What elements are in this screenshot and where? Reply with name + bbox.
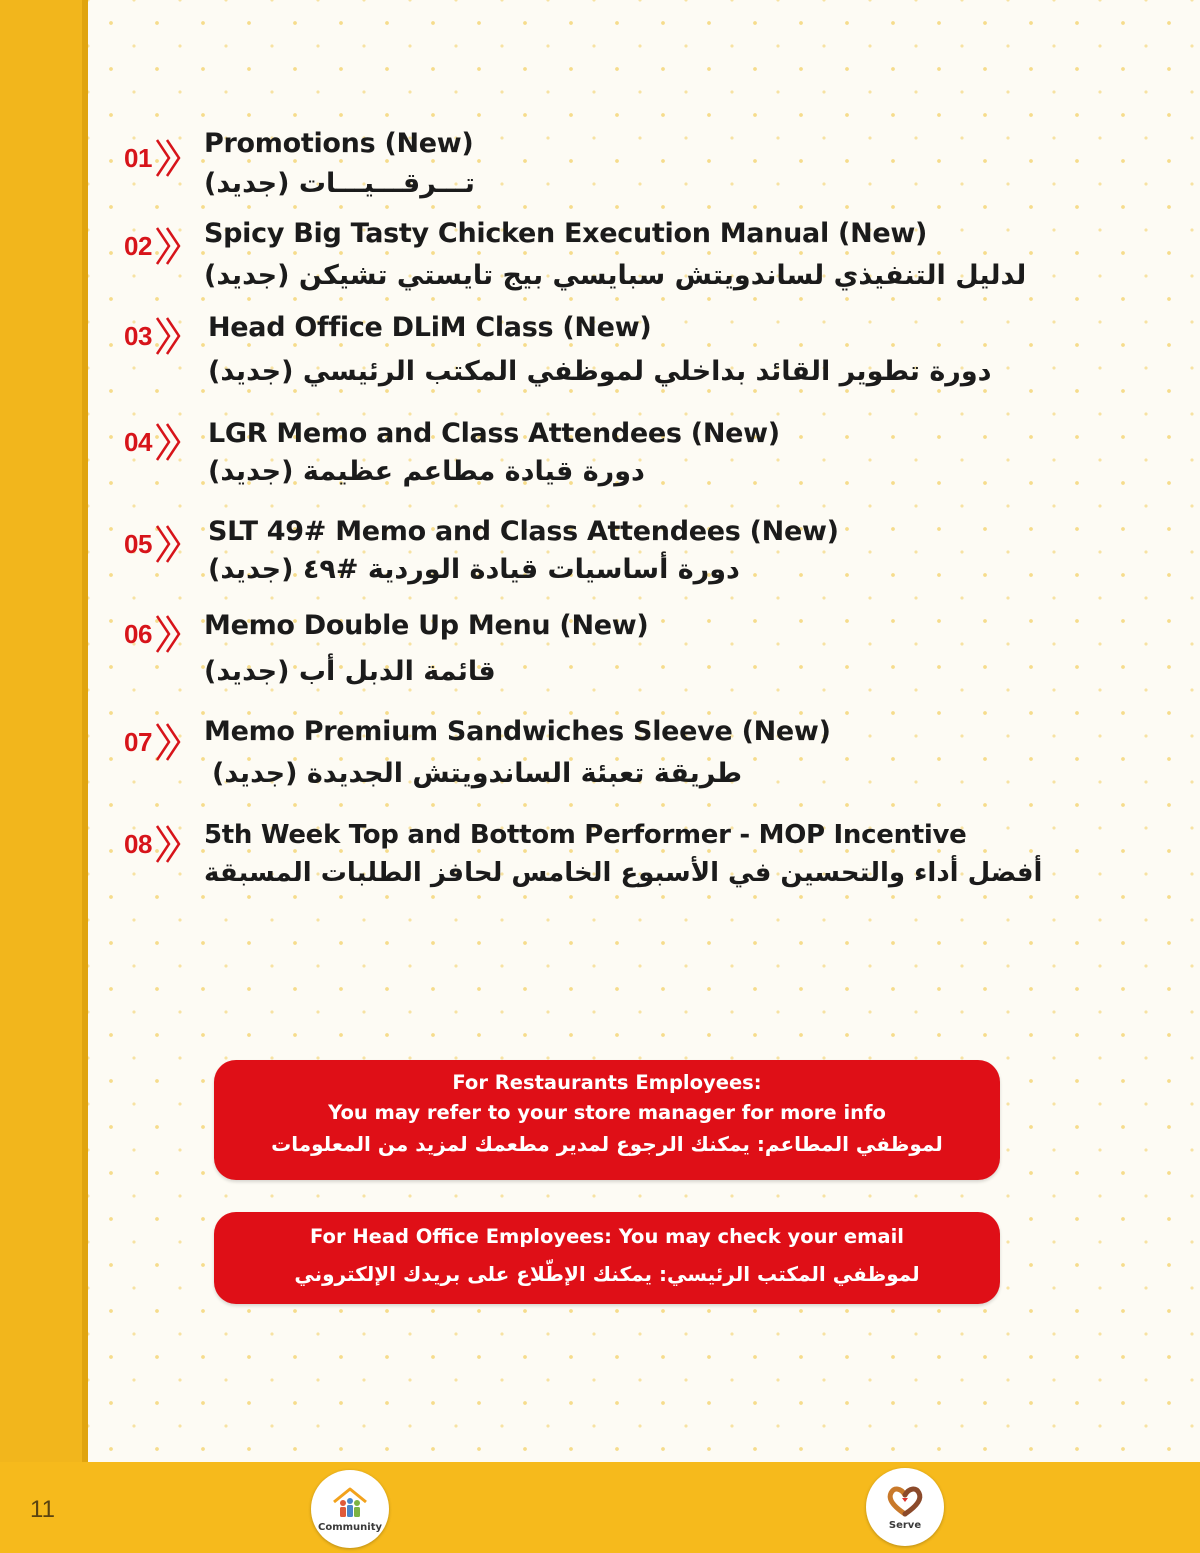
- item-title-en: Promotions (New): [204, 128, 474, 159]
- item-number-marker: [124, 314, 214, 358]
- footer-bar: [0, 1462, 1200, 1553]
- item-number-marker: [124, 522, 214, 566]
- notice-text: You may refer to your store manager for more info: [328, 1101, 886, 1124]
- item-title-ar: قائمة الدبل أب (جديد): [204, 656, 496, 687]
- item-number-marker: [124, 420, 214, 464]
- badge-label: Community: [317, 1521, 382, 1533]
- head-office-employees-notice: [214, 1212, 1000, 1304]
- item-number: 05: [124, 528, 152, 559]
- item-number: 08: [124, 828, 152, 859]
- serve-badge: [866, 1468, 944, 1546]
- item-title-en: Memo Premium Sandwiches Sleeve (New): [204, 716, 831, 747]
- notice-text-ar: لموظفي المطاعم: يمكنك الرجوع لمدير مطعمك لمزيد من المعلومات: [271, 1132, 943, 1156]
- restaurant-employees-notice: [214, 1060, 1000, 1180]
- page-number: 11: [30, 1496, 55, 1523]
- item-title-ar: تـــرقـــيـــات (جديد): [204, 168, 475, 199]
- item-title-ar: طريقة تعبئة الساندويتش الجديدة (جديد): [212, 758, 743, 789]
- double-chevron-icon: [154, 720, 184, 764]
- item-number: 02: [124, 230, 152, 261]
- notice-text-ar: لموظفي المكتب الرئيسي: يمكنك الإطّلاع على بريدك الإلكتروني: [294, 1262, 920, 1286]
- community-icon: [330, 1486, 370, 1520]
- item-number: 07: [124, 726, 152, 757]
- item-title-en: Spicy Big Tasty Chicken Execution Manual (New): [204, 218, 928, 249]
- item-title-en: Memo Double Up Menu (New): [204, 610, 649, 641]
- badge-label: Serve: [888, 1519, 922, 1531]
- item-title-en: SLT 49# Memo and Class Attendees (New): [208, 516, 839, 547]
- item-number: 04: [124, 426, 152, 457]
- item-title-ar: دورة قيادة مطاعم عظيمة (جديد): [208, 456, 645, 487]
- item-number-marker: [124, 136, 214, 180]
- item-number-marker: [124, 224, 214, 268]
- double-chevron-icon: [154, 224, 184, 268]
- double-chevron-icon: [154, 314, 184, 358]
- double-chevron-icon: [154, 612, 184, 656]
- heart-hands-icon: [883, 1484, 927, 1518]
- item-title-ar: لدليل التنفيذي لساندويتش سبايسي بيج تايستي تشيكن (جديد): [204, 260, 1027, 291]
- item-title-en: 5th Week Top and Bottom Performer - MOP Incentive: [204, 820, 967, 850]
- double-chevron-icon: [154, 522, 184, 566]
- item-title-en: LGR Memo and Class Attendees (New): [208, 418, 780, 449]
- double-chevron-icon: [154, 136, 184, 180]
- item-number: 06: [124, 618, 152, 649]
- item-number-marker: [124, 822, 214, 866]
- double-chevron-icon: [154, 822, 184, 866]
- left-accent-bar: [0, 0, 88, 1462]
- item-number: 03: [124, 320, 152, 351]
- item-number-marker: [124, 720, 214, 764]
- item-title-ar: أفضل أداء والتحسين في الأسبوع الخامس لحافز الطلبات المسبقة: [204, 858, 1043, 888]
- notice-heading: For Restaurants Employees:: [452, 1071, 762, 1094]
- item-title-ar: دورة تطوير القائد بداخلي لموظفي المكتب الرئيسي (جديد): [208, 356, 992, 387]
- item-title-en: Head Office DLiM Class (New): [208, 312, 652, 343]
- double-chevron-icon: [154, 420, 184, 464]
- item-title-ar: دورة أساسيات قيادة الوردية #٤٩ (جديد): [208, 554, 740, 585]
- item-number: 01: [124, 142, 152, 173]
- item-number-marker: [124, 612, 214, 656]
- community-badge: [311, 1470, 389, 1548]
- notice-heading: For Head Office Employees: You may check your email: [310, 1225, 904, 1248]
